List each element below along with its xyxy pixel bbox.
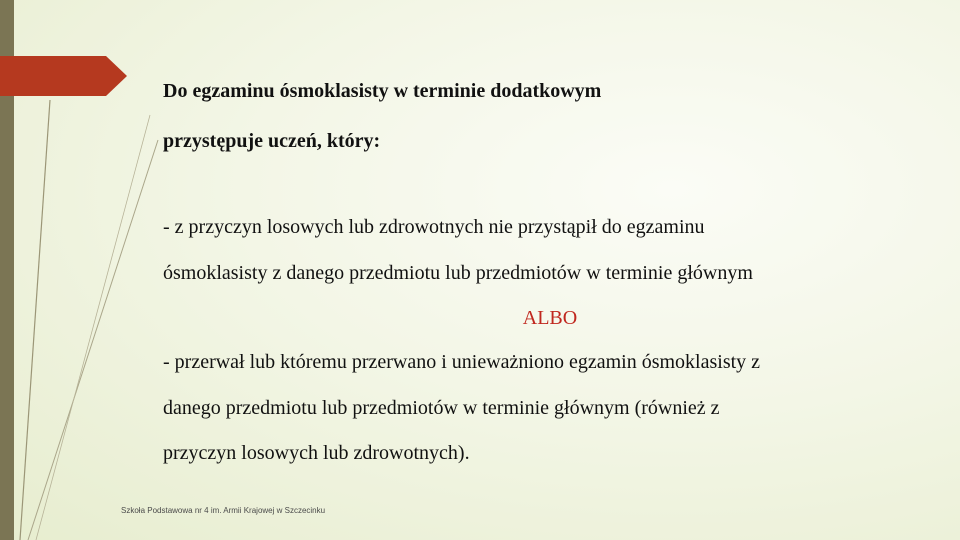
accent-tab <box>0 0 130 100</box>
slide-heading-line-1: Do egzaminu ósmoklasisty w terminie dodatkowym <box>163 80 602 102</box>
point-1-line-1: - z przyczyn losowych lub zdrowotnych nie przystąpił do egzaminu <box>163 216 705 238</box>
point-2-line-3: przyczyn losowych lub zdrowotnych). <box>163 442 470 464</box>
point-2-line-1: - przerwał lub któremu przerwano i unieważniono egzamin ósmoklasisty z <box>163 351 761 373</box>
point-2-line-2: danego przedmiotu lub przedmiotów w terminie głównym (również z <box>163 397 720 419</box>
footer-school-name: Szkoła Podstawowa nr 4 im. Armii Krajowej w Szczecinku <box>121 506 326 515</box>
point-1-line-2: ósmoklasisty z danego przedmiotu lub przedmiotów w terminie głównym <box>163 262 753 284</box>
connector-albo: ALBO <box>522 307 578 329</box>
slide-heading-line-2: przystępuje uczeń, który: <box>163 130 381 152</box>
